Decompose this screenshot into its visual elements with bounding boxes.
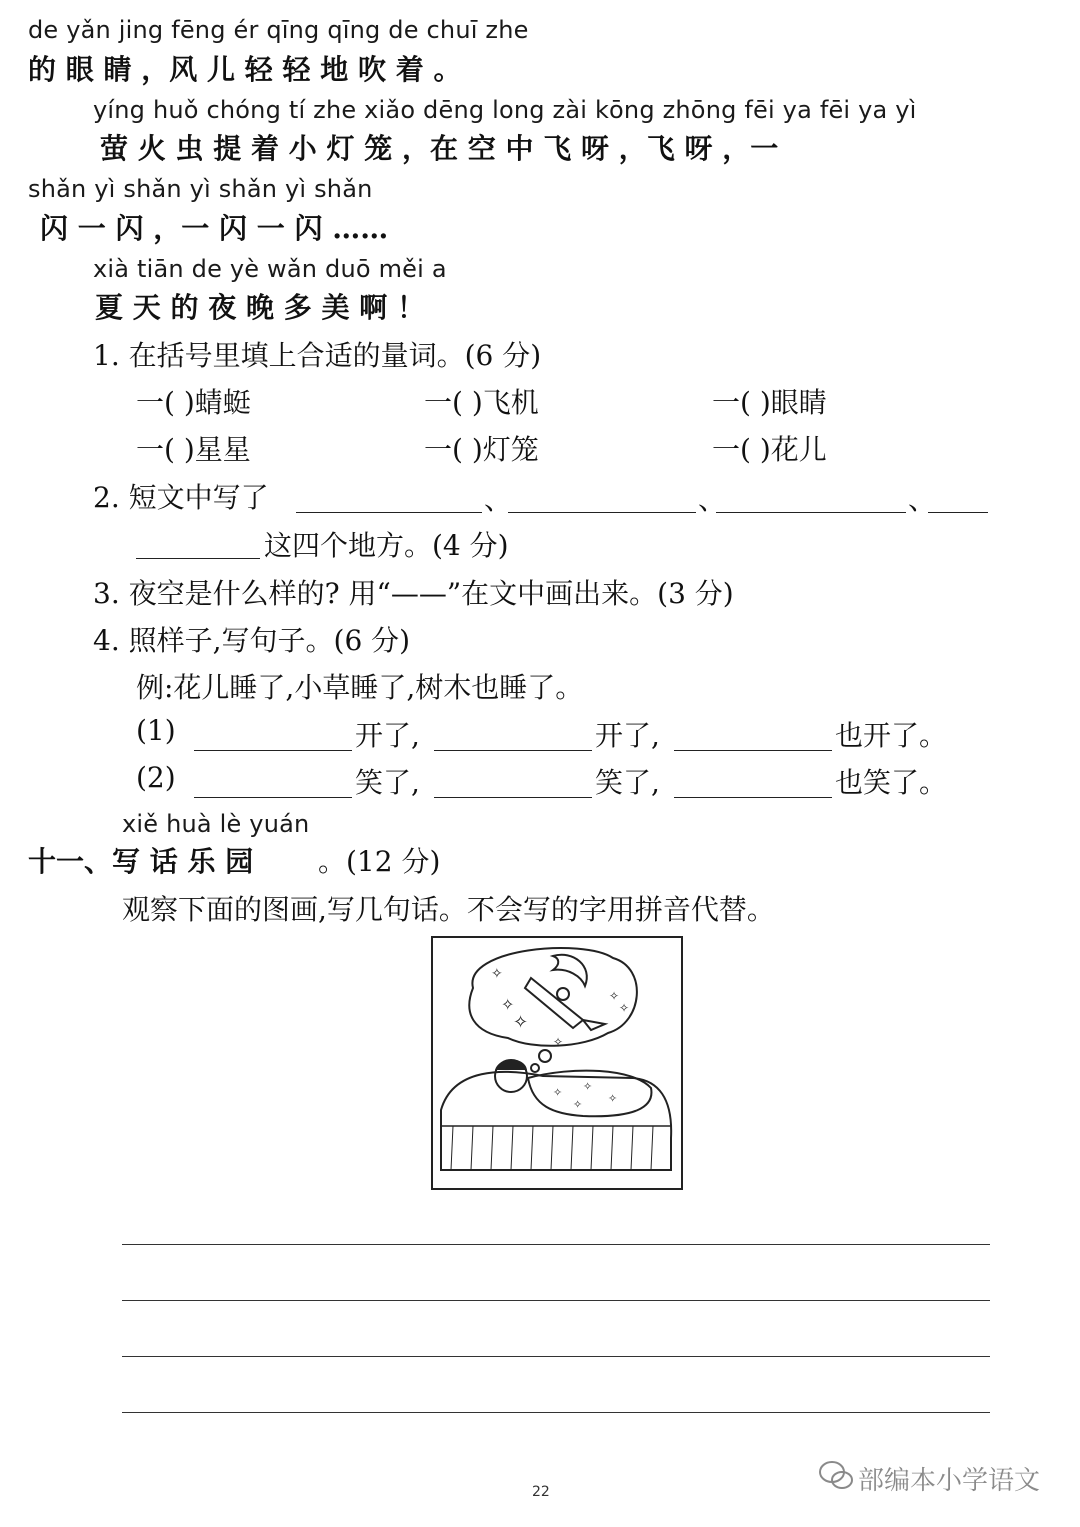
question-1-prompt: 1. 在括号里填上合适的量词。(6 分) [93,339,542,372]
svg-text:✧: ✧ [619,1001,630,1015]
svg-text:✧: ✧ [491,966,503,982]
q4-item-2-blank-3[interactable] [674,767,832,798]
passage-line-1: 的 眼 睛 ，风 儿 轻 轻 地 吹 着 。 [28,53,462,86]
q4-item-2-label: (2) [136,761,176,794]
illustration-frame [431,936,683,1190]
q1-item-6[interactable]: 一( )花儿 [712,433,827,466]
q1-item-1[interactable]: 一( )蜻蜓 [136,386,251,419]
section-11-pinyin: xiě huà lè yuán [122,810,310,838]
passage-line-3: 闪 一 闪 ，一 闪 一 闪 …… [40,212,389,245]
svg-text:✧: ✧ [608,1092,618,1105]
watermark-text: 部编本小学语文 [858,1466,1041,1496]
q2-blank-3[interactable] [716,482,906,513]
pinyin-line-1: de yǎn jing fēng ér qīng qīng de chuī zhe [28,16,529,44]
question-4-prompt: 4. 照样子,写句子。(6 分) [93,624,411,657]
section-11-score: 。(12 分) [318,845,441,878]
q2-blank-1[interactable] [296,482,482,513]
svg-text:✧: ✧ [609,989,620,1003]
q4-item-2-blank-2[interactable] [434,767,592,798]
q4-item-1-blank-2[interactable] [434,720,592,751]
q2-sep-1: 、 [484,483,513,516]
q2-blank-4-end[interactable] [136,528,260,559]
pinyin-line-2: yíng huǒ chóng tí zhe xiǎo dēng long zài kōng zhōng fēi ya fēi ya yì [93,96,917,124]
q4-item-1-word-2: 开了, [595,719,660,752]
svg-text:✧: ✧ [501,995,515,1014]
svg-text:✧: ✧ [573,1098,583,1111]
q1-item-4[interactable]: 一( )星星 [136,433,251,466]
q1-item-2[interactable]: 一( )飞机 [424,386,539,419]
section-11-title: 十一、写 话 乐 园 [28,845,254,878]
q4-item-2-word-3: 也笑了。 [835,766,948,799]
q2-blank-4-start[interactable] [928,482,988,513]
q4-item-1-blank-3[interactable] [674,720,832,751]
svg-text:✧: ✧ [583,1080,593,1093]
question-2-prompt: 2. 短文中写了 [93,481,269,514]
q4-item-1-word-1: 开了, [355,719,420,752]
question-3-prompt: 3. 夜空是什么样的? 用“——”在文中画出来。(3 分) [93,577,734,610]
svg-text:✧: ✧ [513,1012,529,1033]
writing-line-2[interactable] [122,1300,990,1301]
svg-text:✧: ✧ [553,1086,563,1099]
section-11-instruction: 观察下面的图画,写几句话。不会写的字用拼音代替。 [122,893,775,926]
q1-item-3[interactable]: 一( )眼睛 [712,386,827,419]
q1-item-5[interactable]: 一( )灯笼 [424,433,539,466]
q4-item-2-blank-1[interactable] [194,767,352,798]
q4-item-1-word-3: 也开了。 [835,719,948,752]
q4-item-2-word-1: 笑了, [355,766,420,799]
pinyin-line-4: xià tiān de yè wǎn duō měi a [93,255,447,283]
passage-line-4: 夏 天 的 夜 晚 多 美 啊 ！ [95,291,425,324]
q4-example: 例:花儿睡了,小草睡了,树木也睡了。 [136,671,584,704]
writing-line-3[interactable] [122,1356,990,1357]
q2-sep-3: 、 [908,483,937,516]
svg-text:✧: ✧ [553,1035,564,1049]
q4-item-1-label: (1) [136,714,176,747]
q2-sep-2: 、 [698,483,727,516]
q4-item-2-word-2: 笑了, [595,766,660,799]
page-number: 22 [532,1484,550,1500]
q2-blank-2[interactable] [508,482,696,513]
q4-item-1-blank-1[interactable] [194,720,352,751]
pinyin-line-3: shǎn yì shǎn yì shǎn yì shǎn [28,175,373,203]
writing-line-4[interactable] [122,1412,990,1413]
sleeping-child-dream-icon [433,938,681,1188]
q2-tail: 这四个地方。(4 分) [264,529,509,562]
writing-line-1[interactable] [122,1244,990,1245]
wechat-icon [818,1460,854,1492]
passage-line-2: 萤 火 虫 提 着 小 灯 笼 ，在 空 中 飞 呀 ，飞 呀 ，一 [100,132,779,165]
